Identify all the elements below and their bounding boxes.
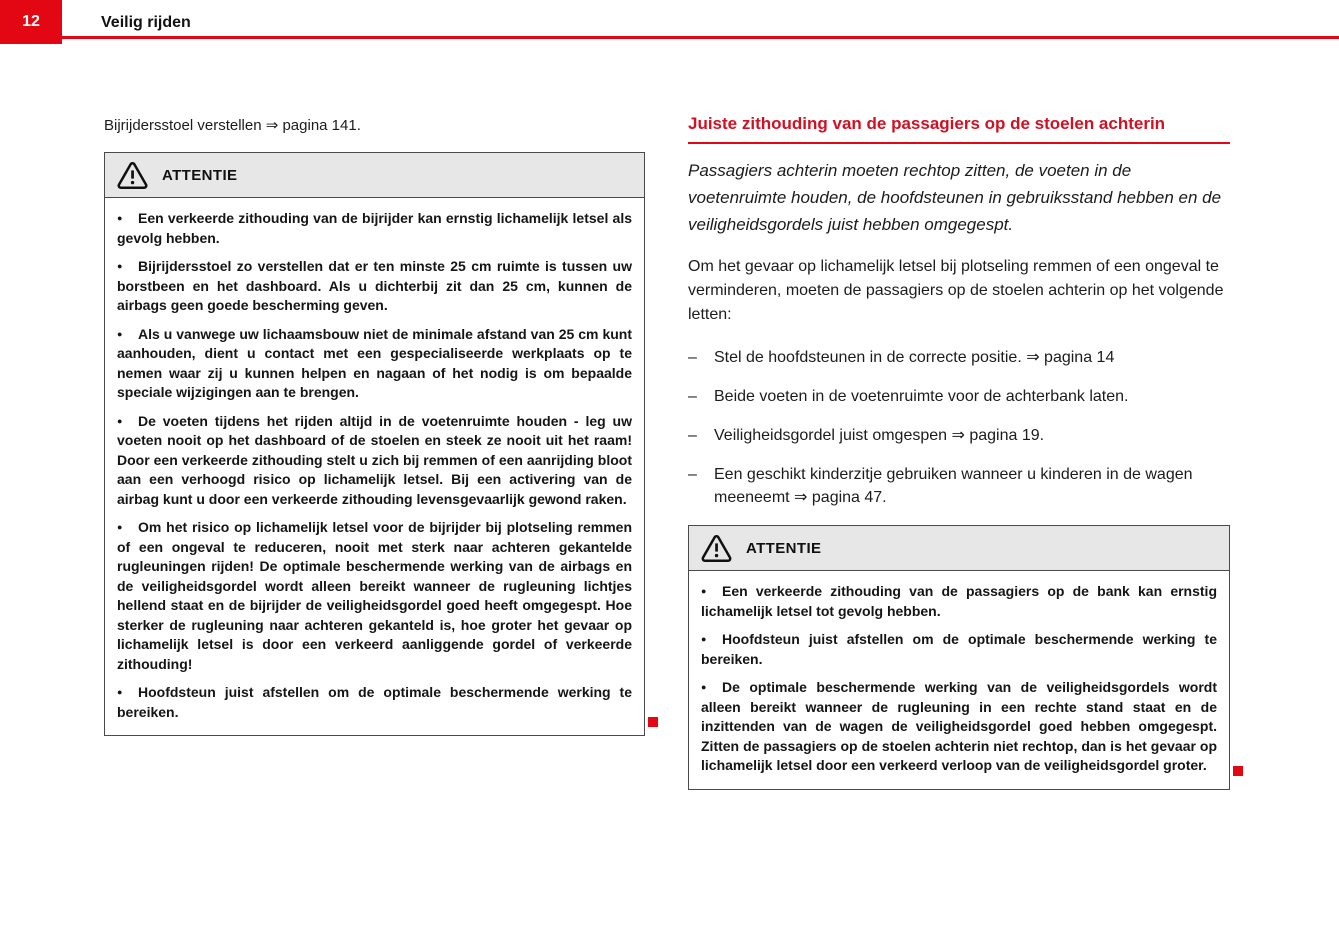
bullet-icon: ● [701,634,707,644]
warning-triangle-icon [117,162,148,189]
warning-box-title: ATTENTIE [162,166,238,184]
page-number: 12 [22,13,40,30]
section-end-marker [648,717,658,727]
section-end-marker [1233,766,1243,776]
list-item-text: Veiligheidsgordel juist omgespen ⇒ pagina 19. [714,427,1045,444]
dash-icon: – [688,388,697,405]
warning-item-text: Bijrijdersstoel zo verstellen dat er ten minste 25 cm ruimte is tussen uw borstbeen en het dashboard. Als u dichterbij zit dan 25 cm, kunnen de airbags geen goede bescherming geven. [117,258,632,313]
warning-item-text: Een verkeerde zithouding van de passagiers op de bank kan ernstig lichamelijk letsel tot gevolg hebben. [701,583,1217,619]
warning-item [117,518,632,674]
cross-reference-line: Bijrijdersstoel verstellen ⇒ pagina 141. [104,117,361,134]
list-item-text: Stel de hoofdsteunen in de correcte positie. ⇒ pagina 14 [714,349,1115,366]
list-item [688,346,1230,369]
dash-icon: – [688,466,697,483]
bullet-icon: ● [117,261,123,271]
right-column [688,114,1230,790]
list-item [688,463,1230,509]
bullet-icon: ● [701,586,707,596]
warning-item-text: De voeten tijdens het rijden altijd in de voetenruimte houden - leg uw voeten nooit op het dashboard of de stoelen en steek ze nooit uit het raam! Door een verkeerde zithouding stelt u zich bij remmen of een aanrijding bloot aan een verhoogd risico op lichamelijk letsel. Bij een activering van de airbag kunt u door een verkeerde zithouding levensgevaarlijk gewond raken. [117,412,632,507]
body-paragraph: Om het gevaar op lichamelijk letsel bij plotseling remmen of een ongeval te verminderen, moeten de passagiers op de stoelen achterin op het volgende letten: [688,258,1224,323]
list-item [688,424,1230,447]
warning-item-text: Om het risico op lichamelijk letsel voor de bijrijder bij plotseling remmen of een ongeval te reduceren, nooit met sterk naar achteren gekantelde rugleuningen rijden! De optimale beschermende werking van de airbags en de veiligheidsgordel wordt alleen bereikt wanneer de rugleuning lichtjes hellend staat en de bijrijder de veiligheidsgordel goed heeft omgegespt. Hoe sterker de rugleuning naar achteren gekanteld is, hoe groter het gevaar op lichamelijk letsel is door een verkeerd aanliggende gordel of verkeerde zithouding! [117,519,632,672]
warning-box-left [104,152,645,736]
warning-item [117,325,632,403]
warning-item-text: Een verkeerde zithouding van de bijrijder kan ernstig lichamelijk letsel als gevolg hebben. [117,210,632,246]
warning-triangle-icon [701,535,732,562]
dash-icon: – [688,349,697,366]
instruction-list [688,346,1230,509]
page-number-badge [0,0,62,44]
warning-item [117,683,632,722]
warning-box-title: ATTENTIE [746,539,822,557]
bullet-icon: ● [117,328,123,339]
section-heading: Juiste zithouding van de passagiers op de stoelen achterin [688,114,1230,144]
chapter-title: Veilig rijden [101,14,191,31]
bullet-icon: ● [117,415,123,426]
warning-item [701,582,1217,621]
warning-box-body [105,198,644,735]
bullet-icon: ● [117,522,123,532]
list-item [688,385,1230,408]
header-divider [62,36,1339,39]
warning-item [117,257,632,316]
warning-item-text: Hoofdsteun juist afstellen om de optimale beschermende werking te bereiken. [117,684,632,720]
warning-box-header [689,526,1229,571]
warning-item-text: Als u vanwege uw lichaamsbouw niet de minimale afstand van 25 cm kunt aanhouden, dient u contact met een gespecialiseerde werkplaats op te nemen waar zij u kunnen helpen en nagaan of het nodig is om bepaalde speciale wijzigingen aan te brengen. [117,325,632,400]
lead-paragraph: Passagiers achterin moeten rechtop zitten, de voeten in de voetenruimte houden, de hoofdsteunen in gebruiksstand hebben en de veiligheidsgordels juist hebben omgegespt. [688,161,1222,234]
warning-box-right [688,525,1230,790]
left-column [104,116,645,736]
list-item-text: Beide voeten in de voetenruimte voor de achterbank laten. [714,388,1129,405]
bullet-icon: ● [117,213,123,223]
bullet-icon: ● [117,687,123,697]
warning-item [701,630,1217,669]
bullet-icon: ● [701,682,707,692]
warning-box-header [105,153,644,198]
list-item-text: Een geschikt kinderzitje gebruiken wanneer u kinderen in de wagen meeneemt ⇒ pagina 47. [714,466,1193,506]
warning-item-text: Hoofdsteun juist afstellen om de optimale beschermende werking te bereiken. [701,631,1217,667]
dash-icon: – [688,427,697,444]
warning-item [117,209,632,248]
warning-item [117,412,632,510]
warning-box-body [689,571,1229,789]
warning-item-text: De optimale beschermende werking van de veiligheidsgordels wordt alleen bereikt wanneer de rugleuning in een rechte stand staat en de inzittenden van de wagen de veiligheidsgordel goed hebben omgegespt. Zitten de passagiers op de stoelen achterin niet rechtop, dan is het gevaar op lichamelijk letsel door een verkeerd verloop van de veiligheidsgordel groter. [701,679,1217,773]
warning-item [701,678,1217,776]
